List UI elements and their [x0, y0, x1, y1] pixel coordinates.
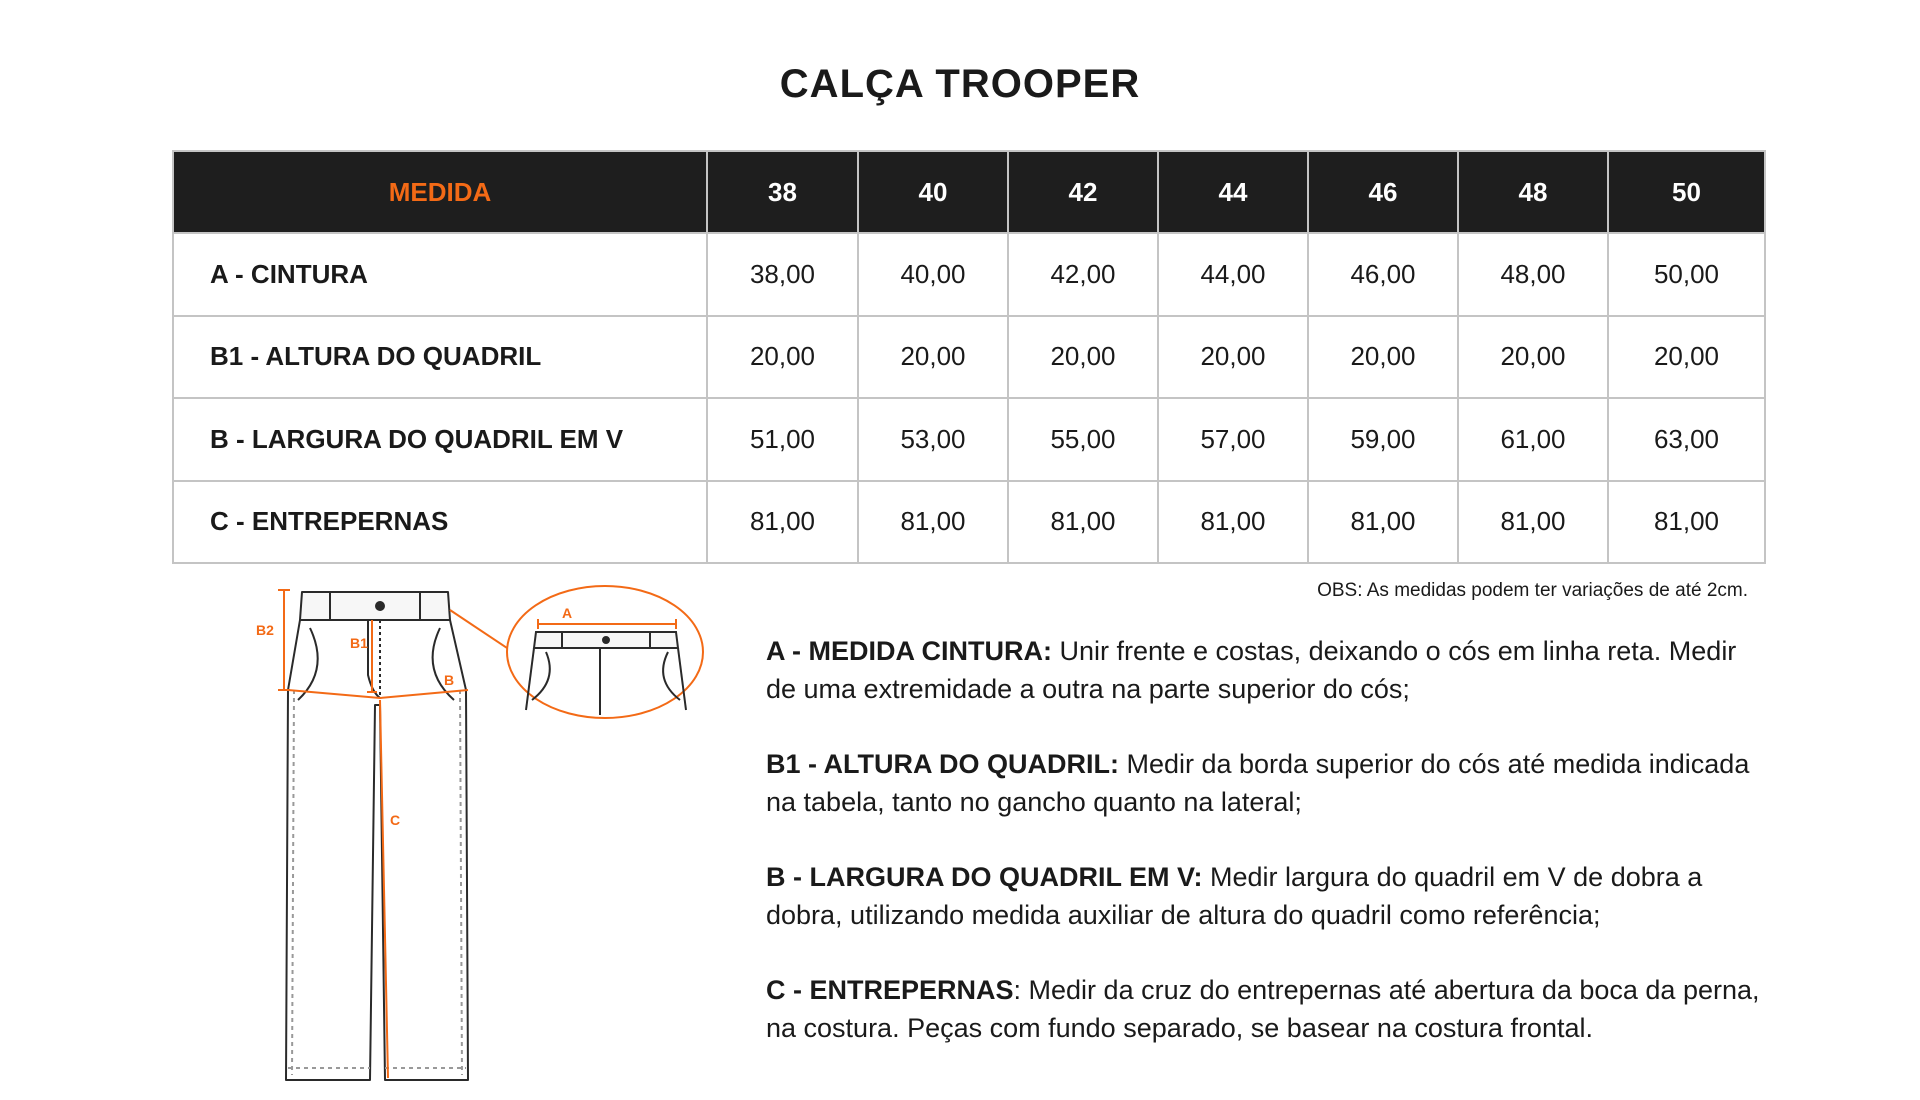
- table-cell: 20,00: [1008, 316, 1158, 399]
- pants-illustration: [286, 592, 468, 1080]
- table-cell: 51,00: [707, 398, 858, 481]
- instruction-term: C - ENTREPERNAS: [766, 975, 1014, 1005]
- label-a: A: [562, 605, 573, 621]
- table-cell: 63,00: [1608, 398, 1765, 481]
- row-label: A - CINTURA: [173, 233, 707, 316]
- table-cell: 81,00: [1008, 481, 1158, 564]
- table-cell: 50,00: [1608, 233, 1765, 316]
- instruction-text: : Medir da cruz do entrepernas até abertura da boca da perna, na costura. Peças com fundo separado, se basear na costura frontal.: [766, 975, 1760, 1043]
- page-title: CALÇA TROOPER: [779, 62, 1141, 106]
- pants-measurement-diagram: [240, 580, 710, 1085]
- table-cell: 61,00: [1458, 398, 1608, 481]
- instruction-paragraph: [766, 858, 1766, 934]
- size-header: 48: [1458, 151, 1608, 233]
- label-c: C: [390, 812, 401, 828]
- instruction-term: A - MEDIDA CINTURA:: [766, 636, 1052, 666]
- table-cell: 59,00: [1308, 398, 1458, 481]
- table-cell: 46,00: [1308, 233, 1458, 316]
- table-cell: 81,00: [1308, 481, 1458, 564]
- instruction-term: B1 - ALTURA DO QUADRIL:: [766, 749, 1119, 779]
- table-cell: 20,00: [1608, 316, 1765, 399]
- table-cell: 48,00: [1458, 233, 1608, 316]
- table-cell: 53,00: [858, 398, 1008, 481]
- measurement-instructions: [766, 632, 1766, 1084]
- obs-note: OBS: As medidas podem ter variações de até 2cm.: [1317, 580, 1748, 601]
- instruction-text: Medir da borda superior do cós até medida indicada na tabela, tanto no gancho quanto na lateral;: [766, 749, 1750, 817]
- table-cell: 38,00: [707, 233, 858, 316]
- table-cell: 20,00: [1158, 316, 1308, 399]
- table-cell: 20,00: [858, 316, 1008, 399]
- table-cell: 42,00: [1008, 233, 1158, 316]
- size-header: 40: [858, 151, 1008, 233]
- size-chart-table: [172, 150, 1766, 564]
- row-label: C - ENTREPERNAS: [173, 481, 707, 564]
- size-header: 50: [1608, 151, 1765, 233]
- table-row: [173, 233, 1765, 316]
- table-cell: 20,00: [1458, 316, 1608, 399]
- table-cell: 81,00: [707, 481, 858, 564]
- table-row: [173, 481, 1765, 564]
- table-cell: 40,00: [858, 233, 1008, 316]
- medida-header: MEDIDA: [173, 151, 707, 233]
- instruction-paragraph: [766, 745, 1766, 821]
- table-cell: 81,00: [1158, 481, 1308, 564]
- size-header: 38: [707, 151, 858, 233]
- table-cell: 55,00: [1008, 398, 1158, 481]
- size-header: 44: [1158, 151, 1308, 233]
- size-header: 46: [1308, 151, 1458, 233]
- table-cell: 81,00: [858, 481, 1008, 564]
- row-label: B - LARGURA DO QUADRIL EM V: [173, 398, 707, 481]
- table-cell: 20,00: [1308, 316, 1458, 399]
- label-b1: B1: [350, 635, 368, 651]
- instruction-text: Unir frente e costas, deixando o cós em linha reta. Medir de uma extremidade a outra na parte superior do cós;: [766, 636, 1737, 704]
- table-cell: 81,00: [1458, 481, 1608, 564]
- instruction-term: B - LARGURA DO QUADRIL EM V:: [766, 862, 1203, 892]
- instruction-paragraph: [766, 971, 1766, 1047]
- label-b: B: [444, 672, 455, 688]
- table-cell: 20,00: [707, 316, 858, 399]
- table-row: [173, 398, 1765, 481]
- table-header-row: [173, 151, 1765, 233]
- label-b2: B2: [256, 622, 274, 638]
- waist-zoom-detail: [507, 586, 703, 718]
- instruction-text: Medir largura do quadril em V de dobra a dobra, utilizando medida auxiliar de altura do quadril como referência;: [766, 862, 1703, 930]
- row-label: B1 - ALTURA DO QUADRIL: [173, 316, 707, 399]
- table-cell: 44,00: [1158, 233, 1308, 316]
- table-cell: 57,00: [1158, 398, 1308, 481]
- measurement-lines: [278, 590, 510, 1078]
- table-row: [173, 316, 1765, 399]
- size-header: 42: [1008, 151, 1158, 233]
- instruction-paragraph: [766, 632, 1766, 708]
- table-cell: 81,00: [1608, 481, 1765, 564]
